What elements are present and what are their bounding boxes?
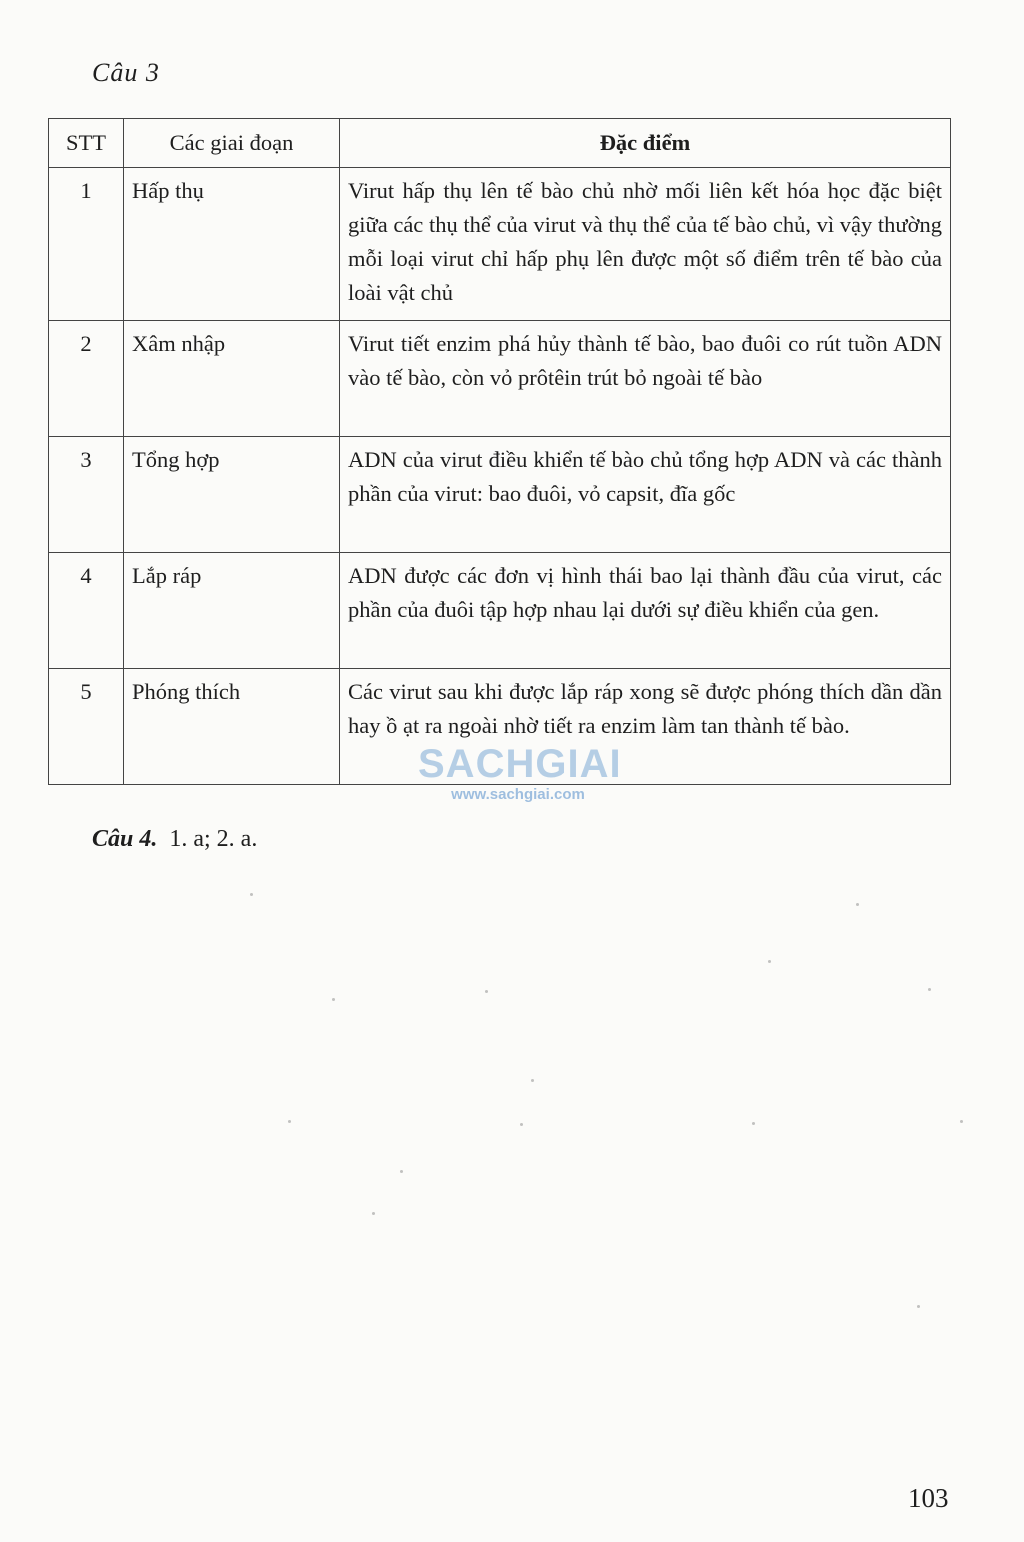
row-stage: Tổng hợp bbox=[124, 437, 340, 553]
answer-question-4 bbox=[92, 826, 257, 853]
scan-speckle bbox=[531, 1079, 534, 1082]
scan-speckle bbox=[485, 990, 488, 993]
row-stt: 4 bbox=[49, 553, 124, 669]
scan-speckle bbox=[960, 1120, 963, 1123]
scan-speckle bbox=[752, 1122, 755, 1125]
scan-speckle bbox=[288, 1120, 291, 1123]
watermark-url: www.sachgiai.com bbox=[451, 786, 585, 803]
heading-question-3: Câu 3 bbox=[92, 58, 160, 87]
row-stt: 5 bbox=[49, 669, 124, 785]
row-stt: 3 bbox=[49, 437, 124, 553]
virus-stages-table bbox=[48, 118, 951, 785]
row-description: ADN của virut điều khiển tế bào chủ tổng hợp ADN và các thành phần của virut: bao đuôi, vỏ capsit, đĩa gốc bbox=[340, 437, 951, 553]
table-row bbox=[49, 553, 951, 669]
header-characteristics: Đặc điểm bbox=[340, 119, 951, 168]
page-number: 103 bbox=[908, 1483, 949, 1513]
scan-speckle bbox=[856, 903, 859, 906]
header-stt: STT bbox=[49, 119, 124, 168]
answer-label: Câu 4. bbox=[92, 826, 158, 852]
row-stage: Lắp ráp bbox=[124, 553, 340, 669]
row-stage: Hấp thụ bbox=[124, 168, 340, 321]
table-row bbox=[49, 321, 951, 437]
scan-speckle bbox=[372, 1212, 375, 1215]
scan-speckle bbox=[768, 960, 771, 963]
scan-speckle bbox=[250, 893, 253, 896]
row-description: ADN được các đơn vị hình thái bao lại thành đầu của virut, các phần của đuôi tập hợp nhau lại dưới sự điều khiển của gen. bbox=[340, 553, 951, 669]
table-header-row bbox=[49, 119, 951, 168]
answer-text: 1. a; 2. a. bbox=[169, 826, 258, 852]
table-row bbox=[49, 168, 951, 321]
scan-speckle bbox=[520, 1123, 523, 1126]
header-stages: Các giai đoạn bbox=[124, 119, 340, 168]
row-stage: Xâm nhập bbox=[124, 321, 340, 437]
watermark-logo: SACHGIAI bbox=[418, 742, 622, 786]
row-description: Các virut sau khi được lắp ráp xong sẽ được phóng thích dần dần hay ồ ạt ra ngoài nhờ tiết ra enzim làm tan thành tế bào. bbox=[340, 669, 951, 785]
row-stt: 2 bbox=[49, 321, 124, 437]
row-stt: 1 bbox=[49, 168, 124, 321]
scan-speckle bbox=[400, 1170, 403, 1173]
scan-speckle bbox=[917, 1305, 920, 1308]
row-description: Virut tiết enzim phá hủy thành tế bào, bao đuôi co rút tuồn ADN vào tế bào, còn vỏ prôtêin trút bỏ ngoài tế bào bbox=[340, 321, 951, 437]
scan-speckle bbox=[332, 998, 335, 1001]
scan-speckle bbox=[928, 988, 931, 991]
row-stage: Phóng thích bbox=[124, 669, 340, 785]
table-row bbox=[49, 669, 951, 785]
table-row bbox=[49, 437, 951, 553]
row-description: Virut hấp thụ lên tế bào chủ nhờ mối liên kết hóa học đặc biệt giữa các thụ thể của virut và thụ thể của tế bào chủ, vì vậy thường mỗi loại virut chỉ hấp phụ lên được một số điểm trên tế bào của loài vật chủ bbox=[340, 168, 951, 321]
